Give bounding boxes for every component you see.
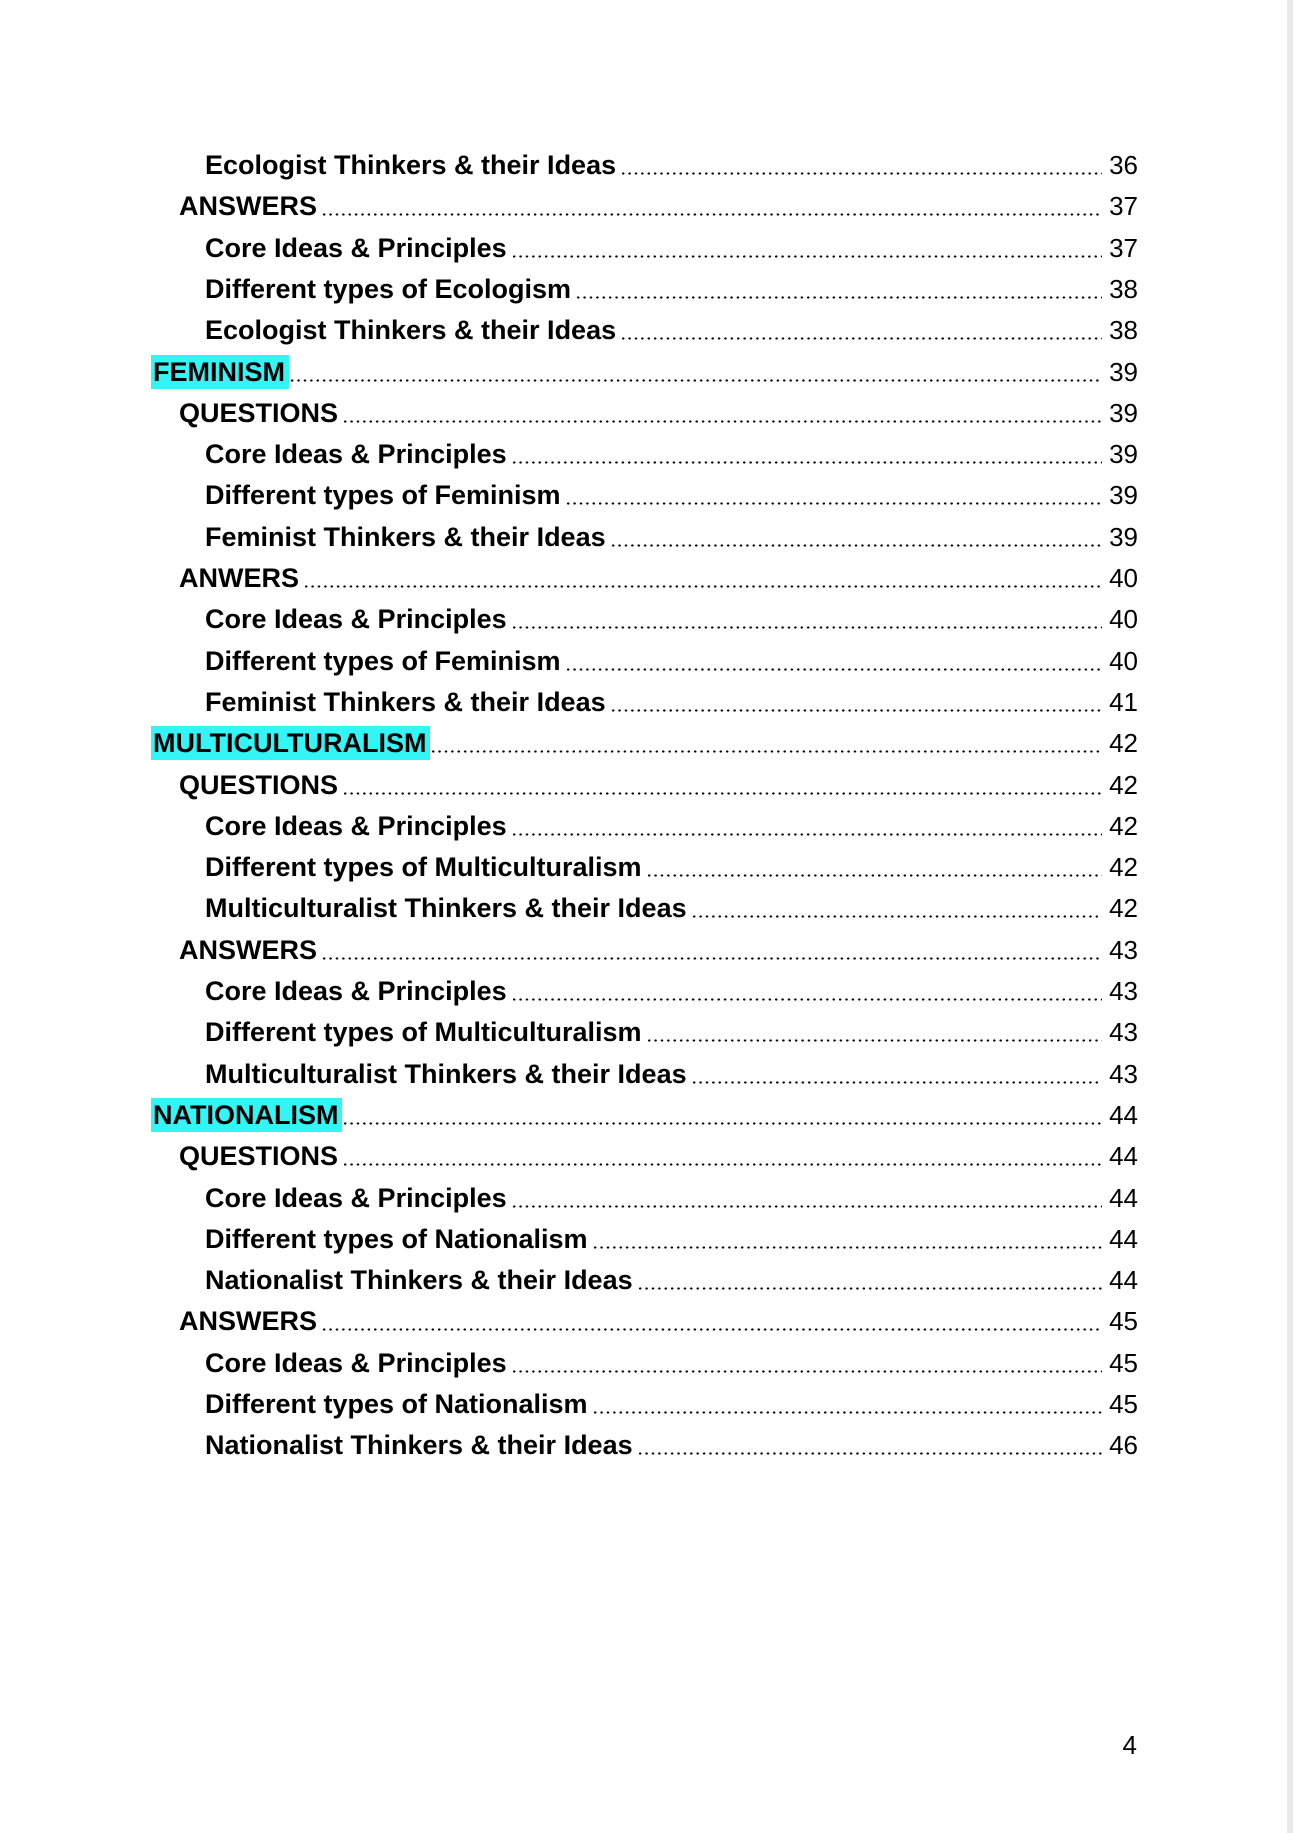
toc-entry[interactable] <box>0 682 1293 722</box>
toc-leader-dots <box>691 888 1102 928</box>
toc-leader-dots <box>342 1136 1102 1176</box>
toc-entry[interactable] <box>0 434 1293 474</box>
toc-entry-page: 45 <box>1109 1389 1138 1419</box>
toc-entry-title: Core Ideas & Principles <box>205 232 507 263</box>
toc-entry-page: 42 <box>1109 810 1138 841</box>
toc-entry[interactable] <box>0 971 1293 1011</box>
toc-entry-title: Nationalist Thinkers & their Ideas <box>205 1430 633 1461</box>
toc-entry-page: 39 <box>1109 439 1138 470</box>
toc-entry-page: 43 <box>1109 1017 1138 1048</box>
toc-entry-title: Different types of Multiculturalism <box>205 1017 642 1048</box>
toc-entry-page: 43 <box>1109 934 1138 965</box>
toc-entry-page: 44 <box>1109 1223 1138 1254</box>
toc-entry[interactable] <box>0 352 1293 392</box>
toc-entry-page: 40 <box>1109 645 1138 676</box>
toc-entry-title: FEMINISM <box>151 355 289 389</box>
toc-entry-page: 36 <box>1109 150 1138 180</box>
toc-entry[interactable] <box>0 1095 1293 1135</box>
toc-leader-dots <box>430 723 1102 763</box>
toc-entry-title: Nationalist Thinkers & their Ideas <box>205 1265 633 1296</box>
toc-leader-dots <box>620 145 1102 185</box>
toc-entry[interactable] <box>0 269 1293 309</box>
toc-entry-page: 39 <box>1109 480 1138 511</box>
toc-entry[interactable] <box>0 475 1293 515</box>
toc-entry-title: Feminist Thinkers & their Ideas <box>205 521 606 552</box>
toc-entry-page: 43 <box>1109 1058 1138 1089</box>
toc-entry[interactable] <box>0 1301 1293 1341</box>
toc-leader-dots <box>575 269 1102 309</box>
toc-entry-page: 40 <box>1109 604 1138 635</box>
toc-entry-page: 42 <box>1109 769 1138 800</box>
toc-entry[interactable] <box>0 1136 1293 1176</box>
toc-entry[interactable] <box>0 641 1293 681</box>
toc-leader-dots <box>511 599 1102 639</box>
toc-entry-title: MULTICULTURALISM <box>151 726 430 760</box>
toc-entry[interactable] <box>0 1260 1293 1300</box>
toc-entry[interactable] <box>0 186 1293 226</box>
toc-entry-page: 42 <box>1109 728 1138 759</box>
toc-entry-page: 46 <box>1109 1430 1138 1461</box>
toc-entry-title: ANWERS <box>179 563 299 593</box>
toc-leader-dots <box>342 1095 1102 1135</box>
toc-leader-dots <box>646 847 1102 887</box>
toc-entry[interactable] <box>0 765 1293 805</box>
toc-leader-dots <box>620 310 1102 350</box>
toc-entry-title: QUESTIONS <box>179 1141 339 1172</box>
toc-entry-page: 37 <box>1109 191 1138 222</box>
toc-leader-dots <box>592 1384 1102 1424</box>
toc-entry[interactable] <box>0 1219 1293 1259</box>
toc-entry-title: Core Ideas & Principles <box>205 976 507 1006</box>
toc-entry-title: Feminist Thinkers & their Ideas <box>205 686 606 717</box>
toc-leader-dots <box>637 1425 1102 1465</box>
toc-entry[interactable] <box>0 888 1293 928</box>
toc-entry-title: ANSWERS <box>179 191 318 222</box>
toc-entry-title: Different types of Multiculturalism <box>205 852 642 883</box>
toc-leader-dots <box>511 806 1102 846</box>
toc-entry-title: ANSWERS <box>179 934 318 965</box>
toc-entry-page: 44 <box>1109 1265 1138 1296</box>
toc-entry-title: ANSWERS <box>179 1306 318 1337</box>
toc-leader-dots <box>321 930 1102 970</box>
toc-leader-dots <box>321 1301 1102 1341</box>
toc-leader-dots <box>565 475 1102 515</box>
toc-leader-dots <box>511 971 1102 1011</box>
toc-leader-dots <box>646 1012 1102 1052</box>
toc-entry-title: Multiculturalist Thinkers & their Ideas <box>205 1058 687 1089</box>
toc-entry[interactable] <box>0 1425 1293 1465</box>
toc-entry-title: Different types of Nationalism <box>205 1223 588 1254</box>
toc-entry-page: 38 <box>1109 315 1138 346</box>
toc-leader-dots <box>511 228 1102 268</box>
toc-leader-dots <box>511 1343 1102 1383</box>
toc-entry-title: Core Ideas & Principles <box>205 810 507 841</box>
toc-entry[interactable] <box>0 1054 1293 1094</box>
toc-entry-title: Different types of Ecologism <box>205 273 572 304</box>
toc-leader-dots <box>637 1260 1102 1300</box>
toc-entry[interactable] <box>0 517 1293 557</box>
toc-entry-title: Different types of Nationalism <box>205 1389 588 1419</box>
toc-leader-dots <box>592 1219 1102 1259</box>
toc-entry-page: 45 <box>1109 1347 1138 1378</box>
toc-entry-title: Multiculturalist Thinkers & their Ideas <box>205 893 687 924</box>
toc-entry[interactable] <box>0 145 1293 185</box>
toc-entry[interactable] <box>0 1178 1293 1218</box>
toc-entry-page: 42 <box>1109 852 1138 883</box>
toc-entry-title: Core Ideas & Principles <box>205 1182 507 1213</box>
toc-entry[interactable] <box>0 558 1293 598</box>
toc-entry[interactable] <box>0 1384 1293 1424</box>
toc-entry-title: Different types of Feminism <box>205 645 561 676</box>
toc-entry-page: 37 <box>1109 232 1138 263</box>
toc-leader-dots <box>691 1054 1102 1094</box>
toc-leader-dots <box>342 765 1102 805</box>
toc-entry[interactable] <box>0 806 1293 846</box>
toc-entry-title: Different types of Feminism <box>205 480 561 511</box>
toc-leader-dots <box>289 352 1102 392</box>
toc-entry-title: Ecologist Thinkers & their Ideas <box>205 315 617 346</box>
toc-leader-dots <box>342 393 1102 433</box>
toc-entry-page: 44 <box>1109 1141 1138 1172</box>
toc-entry[interactable] <box>0 847 1293 887</box>
toc-entry[interactable] <box>0 1012 1293 1052</box>
toc-entry-page: 45 <box>1109 1306 1138 1337</box>
toc-entry[interactable] <box>0 310 1293 350</box>
toc-entry-page: 42 <box>1109 893 1138 924</box>
toc-leader-dots <box>610 682 1102 722</box>
toc-entry-page: 39 <box>1109 356 1138 387</box>
toc-leader-dots <box>321 186 1102 226</box>
toc-entry-page: 38 <box>1109 273 1138 304</box>
toc-entry-page: 39 <box>1109 521 1138 552</box>
toc-leader-dots <box>511 434 1102 474</box>
toc-entry-title: QUESTIONS <box>179 397 339 428</box>
toc-entry-page: 44 <box>1109 1182 1138 1213</box>
toc-entry-page: 41 <box>1109 686 1138 717</box>
toc-entry[interactable] <box>0 723 1293 763</box>
toc-entry-title: NATIONALISM <box>151 1098 342 1132</box>
toc-entry-page: 44 <box>1109 1099 1138 1130</box>
toc-leader-dots <box>511 1178 1102 1218</box>
toc-leader-dots <box>610 517 1102 557</box>
toc-leader-dots <box>565 641 1102 681</box>
toc-entry[interactable] <box>0 393 1293 433</box>
toc-entry-title: Core Ideas & Principles <box>205 439 507 470</box>
toc-entry[interactable] <box>0 930 1293 970</box>
toc-entry-page: 43 <box>1109 976 1138 1006</box>
footer-page-number: 4 <box>1122 1730 1137 1760</box>
toc-entry-title: QUESTIONS <box>179 769 339 800</box>
toc-entry-page: 40 <box>1109 563 1138 593</box>
toc-entry[interactable] <box>0 599 1293 639</box>
toc-entry[interactable] <box>0 1343 1293 1383</box>
toc-entry-title: Core Ideas & Principles <box>205 604 507 635</box>
toc-entry[interactable] <box>0 228 1293 268</box>
toc-leader-dots <box>303 558 1102 598</box>
toc-entry-title: Ecologist Thinkers & their Ideas <box>205 150 617 180</box>
toc-entry-title: Core Ideas & Principles <box>205 1347 507 1378</box>
toc-entry-page: 39 <box>1109 397 1138 428</box>
